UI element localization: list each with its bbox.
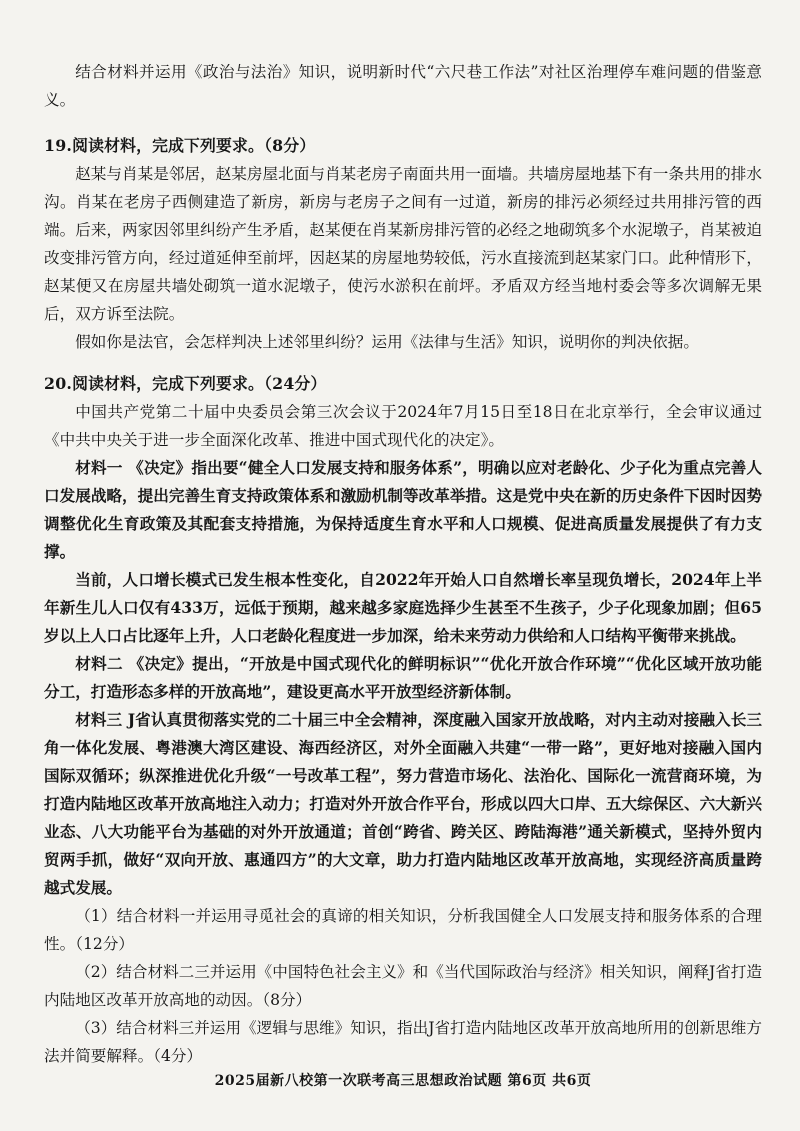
q18-tail	[44, 58, 762, 114]
page-footer: 2025届新八校第一次联考高三思想政治试题 第6页 共6页	[214, 1073, 592, 1089]
q20-material-1b: 当前，人口增长模式已发生根本性变化，自2022年开始人口自然增长率呈现负增长，2024年上半年新生儿人口仅有433万，远低于预期，越来越多家庭选择少生甚至不生孩子，少子化现象加剧；但65岁以上人口占比逐年上升，人口老龄化程度进一步加深，给未来劳动力供给和人口结构平衡带来挑战。	[44, 570, 762, 645]
q19-title: 19.阅读材料，完成下列要求。（8分）	[44, 136, 316, 155]
q20-title: 20.阅读材料，完成下列要求。（24分）	[44, 374, 327, 393]
q20-sub-question-1: （1）结合材料一并运用寻觅社会的真谛的相关知识，分析我国健全人口发展支持和服务体系的合理性。（12分）	[44, 907, 762, 953]
q19-material: 赵某与肖某是邻居，赵某房屋北面与肖某老房子南面共用一面墙。共墙房屋地基下有一条共用的排水沟。肖某在老房子西侧建造了新房，新房与老房子之间有一过道，新房的排污必须经过共用排污管的西端。后来，两家因邻里纠纷产生矛盾，赵某便在肖某新房排污管的必经之地砌筑多个水泥墩子，肖某被迫改变排污管方向，经过道延伸至前坪，因赵某的房屋地势较低，污水直接流到赵某家门口。此种情形下，赵某便又在房屋共墙处砌筑一道水泥墩子，使污水淤积在前坪。矛盾双方经当地村委会等多次调解无果后，双方诉至法院。	[44, 165, 762, 323]
question-19	[44, 132, 762, 356]
q20-intro: 中国共产党第二十届中央委员会第三次会议于2024年7月15日至18日在北京举行，全会审议通过《中共中央关于进一步全面深化改革、推进中国式现代化的决定》。	[44, 403, 762, 449]
q18-question: 结合材料并运用《政治与法治》知识，说明新时代“六尺巷工作法”对社区治理停车难问题的借鉴意义。	[44, 63, 762, 109]
q20-material-2: 材料二 《决定》提出，“开放是中国式现代化的鲜明标识”“优化开放合作环境”“优化区域开放功能分工，打造形态多样的开放高地”，建设更高水平开放型经济新体制。	[44, 654, 762, 701]
q20-material-3: 材料三 J省认真贯彻落实党的二十届三中全会精神，深度融入国家开放战略，对内主动对接融入长三角一体化发展、粤港澳大湾区建设、海西经济区，对外全面融入共建“一带一路”，更好地对接融入国内国际双循环；纵深推进优化升级“一号改革工程”，努力营造市场化、法治化、国际化一流营商环境，为打造内陆地区改革开放高地注入动力；打造对外开放合作平台，形成以四大口岸、五大综保区、六大新兴业态、八大功能平台为基础的对外开放通道；首创“跨省、跨关区、跨陆海港”通关新模式，坚持外贸内贸两手抓，做好“双向开放、惠通四方”的大文章，助力打造内陆地区改革开放高地，实现经济高质量跨越式发展。	[44, 710, 762, 897]
q20-material-1a: 材料一 《决定》指出要“健全人口发展支持和服务体系”，明确以应对老龄化、少子化为重点完善人口发展战略，提出完善生育支持政策体系和激励机制等改革举措。这是党中央在新的历史条件下因时因势调整优化生育政策及其配套支持措施，为保持适度生育水平和人口规模、促进高质量发展提供了有力支撑。	[44, 458, 762, 561]
q19-question: 假如你是法官，会怎样判决上述邻里纠纷？运用《法律与生活》知识，说明你的判决依据。	[75, 333, 699, 351]
q20-sub-question-2: （2）结合材料二三并运用《中国特色社会主义》和《当代国际政治与经济》相关知识，阐释J省打造内陆地区改革开放高地的动因。（8分）	[44, 963, 762, 1009]
q20-sub-question-3: （3）结合材料三并运用《逻辑与思维》知识，指出J省打造内陆地区改革开放高地所用的创新思维方法并简要解释。（4分）	[44, 1019, 762, 1065]
question-20	[44, 370, 762, 1070]
